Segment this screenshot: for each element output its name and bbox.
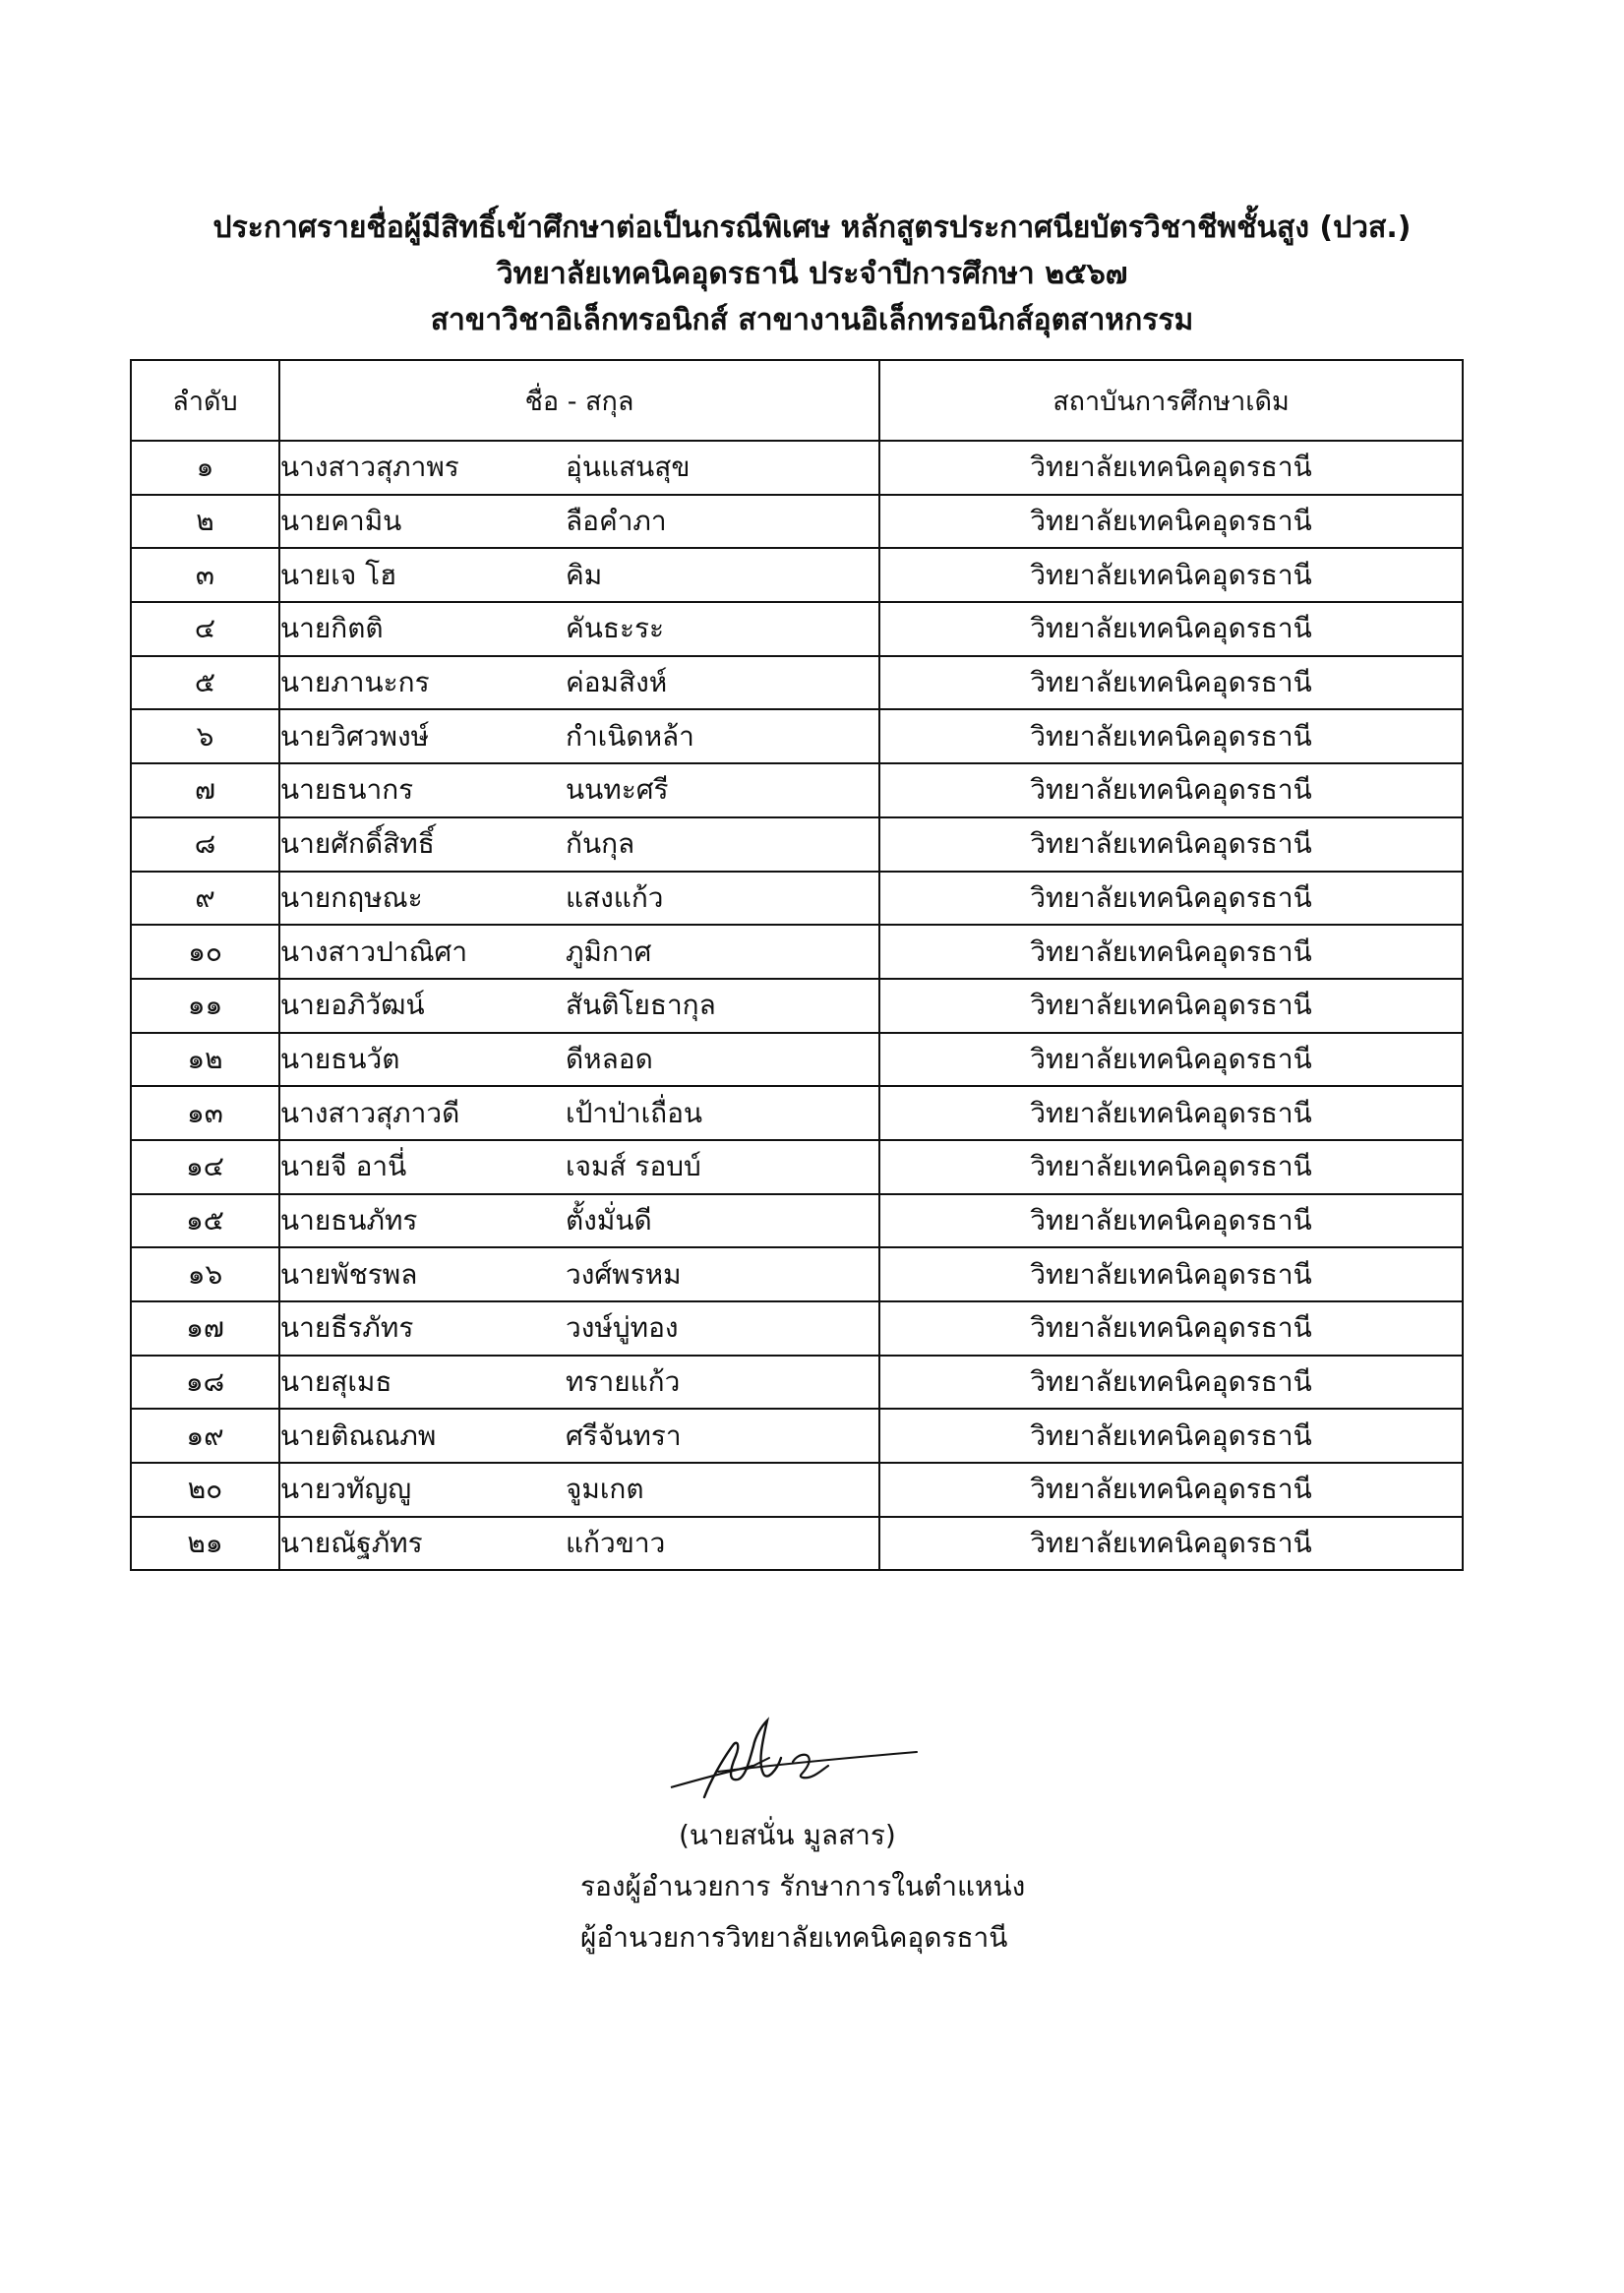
row-full-name — [279, 1140, 879, 1194]
row-number: ๘ — [131, 817, 279, 872]
table-header-row — [131, 360, 1463, 441]
first-name: นายจี อานี่ — [280, 1150, 407, 1183]
last-name: อุ่นแสนสุข — [566, 451, 691, 484]
row-institution: วิทยาลัยเทคนิคอุดรธานี — [879, 1086, 1463, 1140]
first-name: นางสาวสุภาพร — [280, 451, 459, 484]
last-name: คันธะระ — [566, 612, 665, 645]
last-name: วงศ์พรหม — [566, 1257, 682, 1291]
title-line-3: สาขาวิชาอิเล็กทรอนิกส์ สาขางานอิเล็กทรอนิกส์อุตสาหกรรม — [430, 303, 1194, 337]
table-row — [131, 1409, 1463, 1463]
column-header-name: ชื่อ - สกุล — [279, 360, 879, 441]
last-name: แสงแก้ว — [566, 880, 664, 914]
first-name: นายภานะกร — [280, 666, 430, 699]
row-number: ๓ — [131, 548, 279, 602]
student-roster-table — [130, 359, 1464, 1571]
row-number: ๖ — [131, 709, 279, 763]
announcement-header — [0, 205, 1624, 343]
row-number: ๑๓ — [131, 1086, 279, 1140]
table-row — [131, 1517, 1463, 1571]
table-row — [131, 495, 1463, 549]
table-row — [131, 441, 1463, 495]
table-row — [131, 817, 1463, 872]
column-header-institution: สถาบันการศึกษาเดิม — [879, 360, 1463, 441]
table-row — [131, 925, 1463, 979]
row-full-name — [279, 441, 879, 495]
title-line-1: ประกาศรายชื่อผู้มีสิทธิ์เข้าศึกษาต่อเป็นกรณีพิเศษ หลักสูตรประกาศนียบัตรวิชาชีพชั้นสูง (ปวส.) — [212, 211, 1412, 245]
row-institution: วิทยาลัยเทคนิคอุดรธานี — [879, 979, 1463, 1033]
row-full-name — [279, 602, 879, 656]
row-number: ๑๖ — [131, 1247, 279, 1301]
row-institution: วิทยาลัยเทคนิคอุดรธานี — [879, 709, 1463, 763]
first-name: นายวิศวพงษ์ — [280, 719, 430, 753]
row-institution: วิทยาลัยเทคนิคอุดรธานี — [879, 1463, 1463, 1517]
row-full-name — [279, 872, 879, 926]
last-name: กำเนิดหล้า — [566, 719, 694, 753]
table-row — [131, 1140, 1463, 1194]
table-row — [131, 1086, 1463, 1140]
row-full-name — [279, 656, 879, 710]
column-header-number: ลำดับ — [131, 360, 279, 441]
row-full-name — [279, 1409, 879, 1463]
row-number: ๒๑ — [131, 1517, 279, 1571]
title-line-2: วิทยาลัยเทคนิคอุดรธานี ประจำปีการศึกษา ๒๕๖๗ — [496, 257, 1128, 291]
last-name: เป้าป่าเถื่อน — [566, 1096, 703, 1129]
row-institution: วิทยาลัยเทคนิคอุดรธานี — [879, 1517, 1463, 1571]
row-full-name — [279, 1463, 879, 1517]
last-name: วงษ์บู่ทอง — [566, 1311, 679, 1345]
row-full-name — [279, 925, 879, 979]
row-number: ๗ — [131, 763, 279, 817]
table-row — [131, 709, 1463, 763]
first-name: นายธนากร — [280, 773, 414, 807]
row-institution: วิทยาลัยเทคนิคอุดรธานี — [879, 925, 1463, 979]
first-name: นางสาวสุภาวดี — [280, 1096, 460, 1129]
row-institution: วิทยาลัยเทคนิคอุดรธานี — [879, 1409, 1463, 1463]
last-name: นนทะศรี — [566, 773, 669, 807]
first-name: นายธนวัต — [280, 1042, 400, 1075]
first-name: นายสุเมธ — [280, 1365, 392, 1399]
row-number: ๑๗ — [131, 1301, 279, 1356]
row-institution: วิทยาลัยเทคนิคอุดรธานี — [879, 1140, 1463, 1194]
row-full-name — [279, 709, 879, 763]
row-full-name — [279, 1517, 879, 1571]
row-institution: วิทยาลัยเทคนิคอุดรธานี — [879, 1247, 1463, 1301]
row-institution: วิทยาลัยเทคนิคอุดรธานี — [879, 602, 1463, 656]
table-row — [131, 1247, 1463, 1301]
table-row — [131, 656, 1463, 710]
row-full-name — [279, 763, 879, 817]
signatory-position-line-1: รองผู้อำนวยการ รักษาการในตำแหน่ง — [580, 1870, 1026, 1902]
first-name: นายอภิวัฒน์ — [280, 989, 425, 1022]
last-name: ดีหลอด — [566, 1042, 653, 1075]
row-full-name — [279, 817, 879, 872]
roster-body — [131, 441, 1463, 1570]
table-row — [131, 979, 1463, 1033]
first-name: นายคามิน — [280, 505, 402, 538]
table-row — [131, 1301, 1463, 1356]
last-name: ค่อมสิงห์ — [566, 666, 668, 699]
table-row — [131, 548, 1463, 602]
row-full-name — [279, 495, 879, 549]
row-institution: วิทยาลัยเทคนิคอุดรธานี — [879, 1301, 1463, 1356]
table-row — [131, 1463, 1463, 1517]
first-name: นายกิตติ — [280, 612, 384, 645]
row-number: ๑๕ — [131, 1194, 279, 1248]
first-name: นายพัชรพล — [280, 1257, 418, 1291]
row-number: ๑๑ — [131, 979, 279, 1033]
signatory-position-line-2: ผู้อำนวยการวิทยาลัยเทคนิคอุดรธานี — [580, 1921, 1008, 1954]
row-institution: วิทยาลัยเทคนิคอุดรธานี — [879, 656, 1463, 710]
last-name: ภูมิกาศ — [566, 935, 652, 968]
row-number: ๕ — [131, 656, 279, 710]
row-number: ๙ — [131, 872, 279, 926]
last-name: ศรีจันทรา — [566, 1418, 682, 1452]
last-name: คิม — [566, 558, 603, 591]
row-institution: วิทยาลัยเทคนิคอุดรธานี — [879, 495, 1463, 549]
row-full-name — [279, 548, 879, 602]
table-row — [131, 1033, 1463, 1087]
row-number: ๑๘ — [131, 1356, 279, 1410]
last-name: ทรายแก้ว — [566, 1365, 681, 1399]
row-number: ๔ — [131, 602, 279, 656]
row-number: ๑ — [131, 441, 279, 495]
table-row — [131, 1356, 1463, 1410]
row-institution: วิทยาลัยเทคนิคอุดรธานี — [879, 1356, 1463, 1410]
row-number: ๑๔ — [131, 1140, 279, 1194]
last-name: สันติโยธากุล — [566, 989, 716, 1022]
signatory-name: (นายสนั่น มูลสาร) — [679, 1819, 896, 1851]
last-name: ตั้งมั่นดี — [566, 1203, 652, 1237]
first-name: นายธนภัทร — [280, 1203, 418, 1237]
table-row — [131, 1194, 1463, 1248]
first-name: นายณัฐภัทร — [280, 1527, 423, 1560]
row-number: ๑๐ — [131, 925, 279, 979]
row-full-name — [279, 1194, 879, 1248]
first-name: นางสาวปาณิศา — [280, 935, 468, 968]
first-name: นายเจ โฮ — [280, 558, 397, 591]
first-name: นายศักดิ์สิทธิ์ — [280, 827, 435, 861]
signature-image — [659, 1697, 925, 1810]
first-name: นายติณณภพ — [280, 1418, 437, 1452]
row-number: ๒๐ — [131, 1463, 279, 1517]
row-institution: วิทยาลัยเทคนิคอุดรธานี — [879, 548, 1463, 602]
row-full-name — [279, 1356, 879, 1410]
row-number: ๑๒ — [131, 1033, 279, 1087]
last-name: กันกุล — [566, 827, 635, 861]
row-institution: วิทยาลัยเทคนิคอุดรธานี — [879, 1033, 1463, 1087]
row-institution: วิทยาลัยเทคนิคอุดรธานี — [879, 763, 1463, 817]
row-institution: วิทยาลัยเทคนิคอุดรธานี — [879, 1194, 1463, 1248]
row-full-name — [279, 1086, 879, 1140]
row-institution: วิทยาลัยเทคนิคอุดรธานี — [879, 872, 1463, 926]
last-name: แก้วขาว — [566, 1527, 666, 1560]
last-name: ลือคำภา — [566, 505, 667, 538]
row-institution: วิทยาลัยเทคนิคอุดรธานี — [879, 817, 1463, 872]
row-full-name — [279, 979, 879, 1033]
last-name: เจมส์ รอบบ์ — [566, 1150, 701, 1183]
row-number: ๑๙ — [131, 1409, 279, 1463]
first-name: นายวทัญญู — [280, 1473, 412, 1506]
table-row — [131, 602, 1463, 656]
table-row — [131, 763, 1463, 817]
row-full-name — [279, 1301, 879, 1356]
row-full-name — [279, 1247, 879, 1301]
row-full-name — [279, 1033, 879, 1087]
table-row — [131, 872, 1463, 926]
last-name: จูมเกต — [566, 1473, 644, 1506]
row-number: ๒ — [131, 495, 279, 549]
row-institution: วิทยาลัยเทคนิคอุดรธานี — [879, 441, 1463, 495]
first-name: นายธีรภัทร — [280, 1311, 414, 1345]
first-name: นายกฤษณะ — [280, 880, 423, 914]
